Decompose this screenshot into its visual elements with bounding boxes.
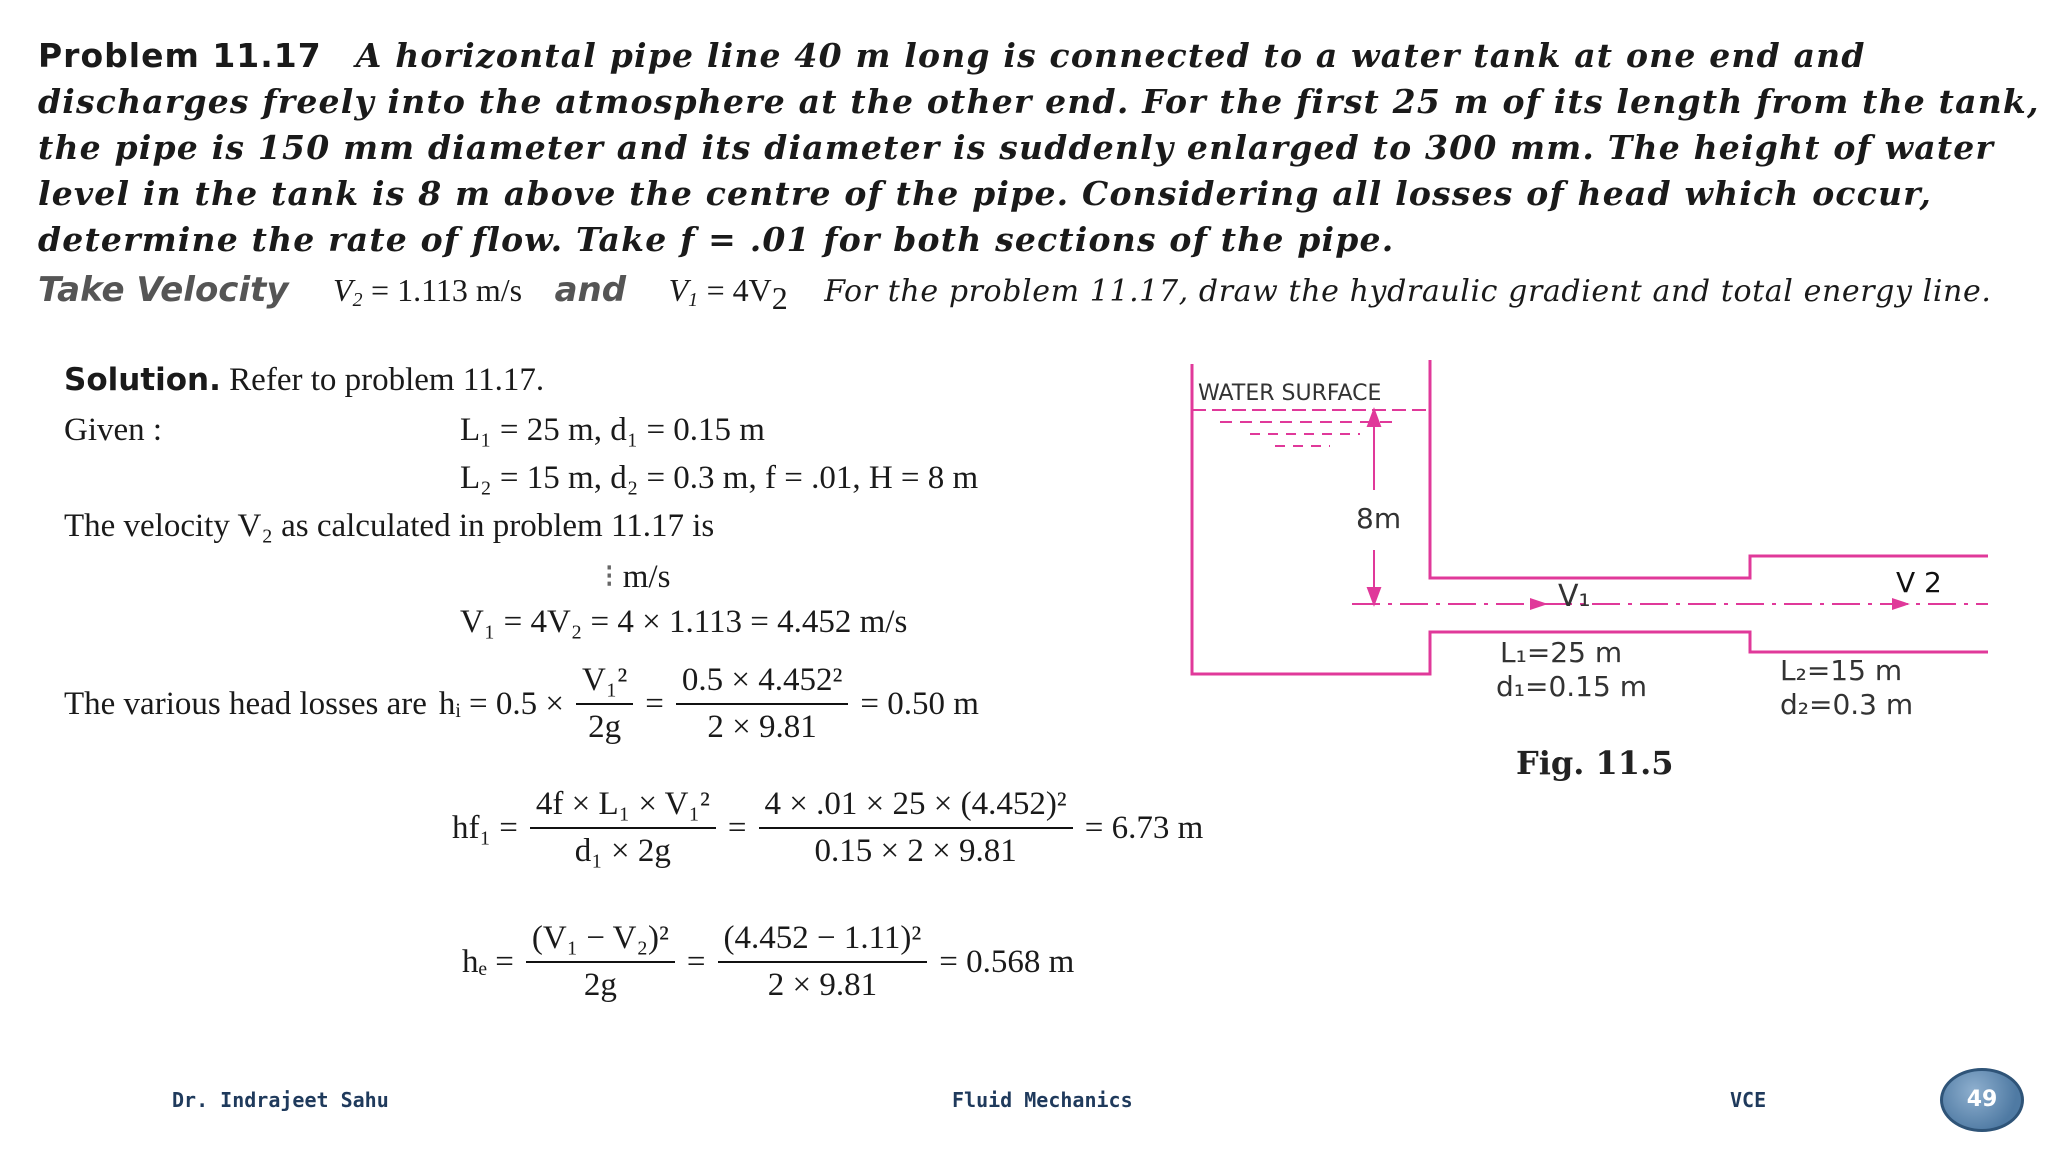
solution-heading-row xyxy=(64,362,544,399)
hf-lhs: hf₁ = xyxy=(452,809,518,846)
problem-line-4: level in the tank is 8 m above the centre of the pipe. Considering all losses of head which occur, xyxy=(38,174,1933,213)
pipe-top-wall xyxy=(1430,360,1988,578)
hi-equation: The various head losses are hᵢ = 0.5 × $\frac{\text{V₁²}}{2g}$ = $\frac{\text{0.5 × 4.452²}}{2 \times 9.81}$ = 0.50 m xyxy=(64,662,979,745)
take-velocity-line: Take Velocity $V_2 = 1.113$ m/s and $V_1 = 4V_2$ For the problem 11.17, draw the hydraulic gradient and total energy line. xyxy=(38,270,1992,316)
he-result: = 0.568 m xyxy=(939,943,1075,980)
water-surface-label: WATER SURFACE xyxy=(1198,381,1382,406)
given-label: Given : xyxy=(64,412,163,448)
solution-refer: Refer to problem 11.17. xyxy=(229,362,545,398)
problem-line-2: discharges freely into the atmosphere at the other end. For the first 25 m of its length from the tank, xyxy=(38,82,2040,121)
take-velocity-label: Take Velocity xyxy=(38,270,289,310)
partial-unit-row: ⁝ m/s xyxy=(604,559,671,595)
footer-subject: Fluid Mechanics xyxy=(952,1088,1133,1112)
hf-fraction-2: $\frac{\text{4 × .01 × 25 × (4.452)²}}{0.15 \times 2 \times 9.81}$ xyxy=(759,786,1073,870)
take-sentence: For the problem 11.17, draw the hydraulic gradient and total energy line. xyxy=(824,274,1992,309)
problem-line-5: determine the rate of flow. Take f = .01 for both sections of the pipe. xyxy=(38,220,1395,259)
he-lhs: hₑ = xyxy=(462,943,514,980)
problem-label: Problem 11.17 xyxy=(38,36,322,75)
hi-fraction-1: $\frac{\text{V₁²}}{2g}$ xyxy=(576,662,633,746)
take-v1-value: = 4V xyxy=(706,272,772,308)
v1-equation: V₁ = 4V₂ = 4 × 1.113 = 4.452 m/s xyxy=(460,604,908,640)
he-fraction-1: $\frac{\text{(V₁ − V₂)²}}{2g}$ xyxy=(526,920,675,1004)
l2-label: L₂=15 m xyxy=(1780,654,1903,687)
partial-unit: m/s xyxy=(622,559,671,595)
v1-arrow xyxy=(1530,598,1548,610)
problem-line-3: the pipe is 150 mm diameter and its diameter is suddenly enlarged to 300 mm. The height of water xyxy=(38,128,1995,167)
hf-fraction-1: $\frac{\text{4f × L₁ × V₁²}}{\text{d₁ × 2g}}$ xyxy=(530,786,716,870)
pipe-bottom-wall xyxy=(1192,364,1988,674)
v2-arrow xyxy=(1892,598,1910,610)
take-and: and xyxy=(554,270,627,310)
he-fraction-2: $\frac{\text{(4.452 − 1.11)²}}{2 \times 9.81}$ xyxy=(718,920,928,1004)
hi-fraction-2: $\frac{\text{0.5 × 4.452²}}{2 \times 9.81}$ xyxy=(676,662,849,746)
pipe-diagram xyxy=(1180,350,2000,790)
given-line-2: L₂ = 15 m, d₂ = 0.3 m, f = .01, H = 8 m xyxy=(460,460,979,496)
height-label: 8m xyxy=(1356,502,1402,535)
hf-result: = 6.73 m xyxy=(1084,809,1204,846)
given-line-1: L₁ = 25 m, d₁ = 0.15 m xyxy=(460,412,765,448)
water-surface-marks xyxy=(1192,410,1426,446)
page-number-badge: 49 xyxy=(1940,1068,2024,1132)
take-v2-value: = 1.113 m/s xyxy=(371,272,523,308)
d1-label: d₁=0.15 m xyxy=(1496,670,1647,703)
hi-lhs: hᵢ = 0.5 × xyxy=(438,685,564,722)
l1-label: L₁=25 m xyxy=(1500,636,1623,669)
v1-label: V₁ xyxy=(1558,579,1591,614)
hf-equation: hf₁ = $\frac{\text{4f × L₁ × V₁²}}{\text{d₁ × 2g}}$ = $\frac{\text{4 × .01 × 25 × (4.452)²}}{0.15 \times 2 \times 9.81}$ = 6.73 m xyxy=(452,786,1204,869)
figure-caption: Fig. 11.5 xyxy=(1516,744,1674,782)
velocity-text: The velocity V₂ as calculated in problem 11.17 is xyxy=(64,508,715,544)
footer-author: Dr. Indrajeet Sahu xyxy=(172,1088,389,1112)
footer-institute: VCE xyxy=(1730,1088,1767,1112)
solution-heading: Solution. xyxy=(64,362,221,398)
losses-intro: The various head losses are xyxy=(64,685,427,722)
problem-line-1: Problem 11.17 A horizontal pipe line 40 m long is connected to a water tank at one end and xyxy=(38,36,1866,75)
v2-label: V 2 xyxy=(1896,566,1942,599)
hi-result: = 0.50 m xyxy=(860,685,979,722)
he-equation: hₑ = $\frac{\text{(V₁ − V₂)²}}{2g}$ = $\frac{\text{(4.452 − 1.11)²}}{2 \times 9.81}$ = 0.568 m xyxy=(462,920,1075,1003)
d2-label: d₂=0.3 m xyxy=(1780,688,1914,721)
pipe-outline xyxy=(1192,360,1988,674)
